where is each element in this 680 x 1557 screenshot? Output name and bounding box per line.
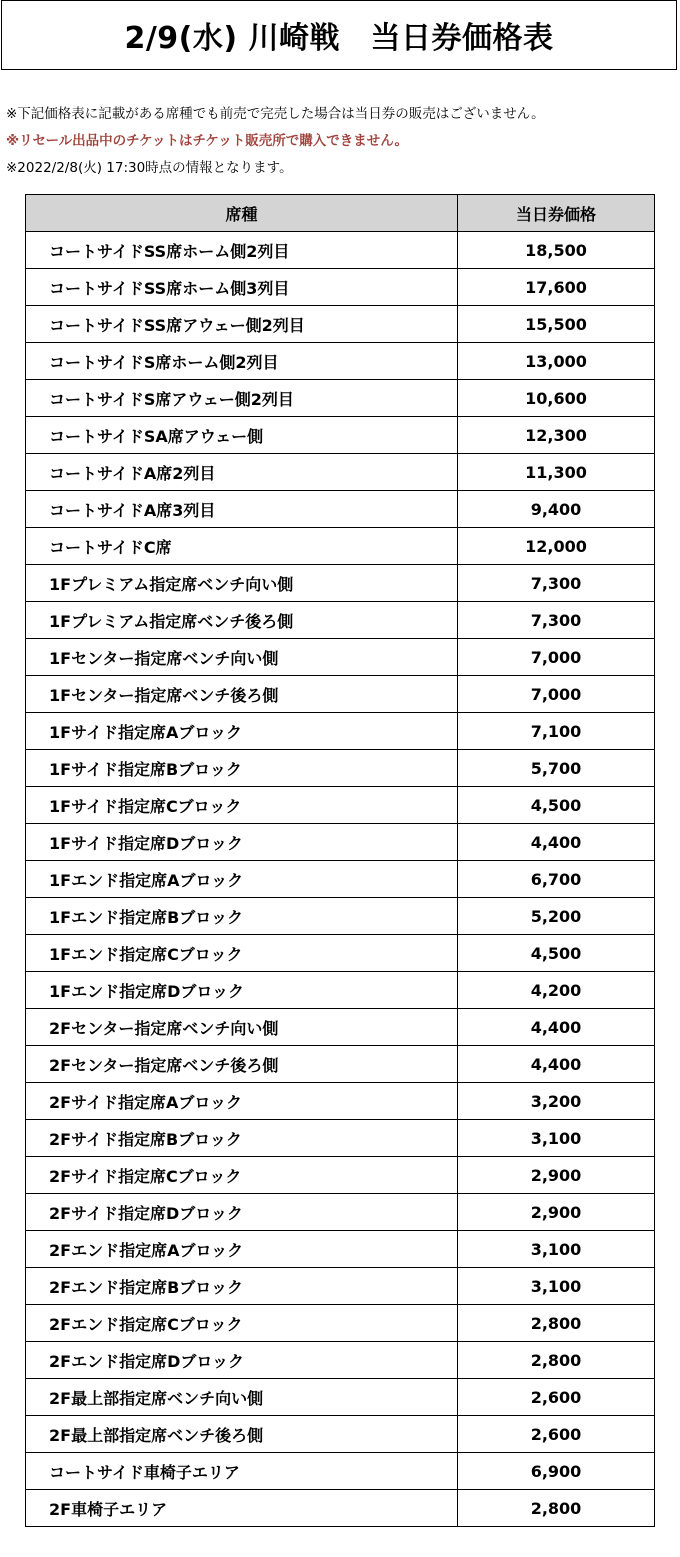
table-row xyxy=(26,306,655,343)
price-cell: 7,300 xyxy=(458,565,655,602)
price-cell: 3,200 xyxy=(458,1083,655,1120)
seat-type-cell: コートサイドC席 xyxy=(26,528,458,565)
table-row xyxy=(26,713,655,750)
table-row xyxy=(26,232,655,269)
price-cell: 4,500 xyxy=(458,935,655,972)
price-cell: 2,600 xyxy=(458,1379,655,1416)
price-cell: 2,800 xyxy=(458,1342,655,1379)
seat-type-cell: 2Fセンター指定席ベンチ向い側 xyxy=(26,1009,458,1046)
price-cell: 17,600 xyxy=(458,269,655,306)
seat-type-cell: 1Fサイド指定席Aブロック xyxy=(26,713,458,750)
price-cell: 5,200 xyxy=(458,898,655,935)
table-row xyxy=(26,1342,655,1379)
price-cell: 18,500 xyxy=(458,232,655,269)
seat-type-cell: 2Fエンド指定席Cブロック xyxy=(26,1305,458,1342)
seat-type-cell: 2Fエンド指定席Aブロック xyxy=(26,1231,458,1268)
table-row xyxy=(26,1416,655,1453)
seat-type-cell: 1Fエンド指定席Cブロック xyxy=(26,935,458,972)
table-row xyxy=(26,1379,655,1416)
price-cell: 5,700 xyxy=(458,750,655,787)
seat-type-cell: 2Fサイド指定席Cブロック xyxy=(26,1157,458,1194)
table-row xyxy=(26,1490,655,1527)
table-row xyxy=(26,1157,655,1194)
table-row xyxy=(26,861,655,898)
header-seat-type: 席種 xyxy=(26,195,458,232)
seat-type-cell: 2Fエンド指定席Dブロック xyxy=(26,1342,458,1379)
seat-type-cell: 2Fセンター指定席ベンチ後ろ側 xyxy=(26,1046,458,1083)
price-cell: 12,300 xyxy=(458,417,655,454)
page-title: 2/9(水) 川崎戦 当日券価格表 xyxy=(1,0,677,70)
price-cell: 4,200 xyxy=(458,972,655,1009)
table-row xyxy=(26,491,655,528)
seat-type-cell: コートサイドSA席アウェー側 xyxy=(26,417,458,454)
note-info-timestamp: ※2022/2/8(火) 17:30時点の情報となります。 xyxy=(6,160,293,176)
table-row xyxy=(26,824,655,861)
table-row xyxy=(26,417,655,454)
table-row xyxy=(26,565,655,602)
price-cell: 10,600 xyxy=(458,380,655,417)
note-sold-out: ※下記価格表に記載がある席種でも前売で完売した場合は当日券の販売はございません。 xyxy=(6,106,545,122)
price-cell: 9,400 xyxy=(458,491,655,528)
table-row xyxy=(26,750,655,787)
price-cell: 11,300 xyxy=(458,454,655,491)
seat-type-cell: 2F最上部指定席ベンチ向い側 xyxy=(26,1379,458,1416)
seat-type-cell: コートサイドSS席アウェー側2列目 xyxy=(26,306,458,343)
table-row xyxy=(26,898,655,935)
seat-type-cell: 1Fプレミアム指定席ベンチ後ろ側 xyxy=(26,602,458,639)
table-row xyxy=(26,639,655,676)
table-row xyxy=(26,1120,655,1157)
price-cell: 15,500 xyxy=(458,306,655,343)
seat-type-cell: コートサイドSS席ホーム側3列目 xyxy=(26,269,458,306)
table-row xyxy=(26,269,655,306)
table-row xyxy=(26,454,655,491)
seat-type-cell: 1Fサイド指定席Dブロック xyxy=(26,824,458,861)
table-row xyxy=(26,1453,655,1490)
seat-type-cell: 1Fエンド指定席Aブロック xyxy=(26,861,458,898)
price-cell: 7,100 xyxy=(458,713,655,750)
price-cell: 4,400 xyxy=(458,824,655,861)
price-cell: 13,000 xyxy=(458,343,655,380)
seat-type-cell: コートサイド車椅子エリア xyxy=(26,1453,458,1490)
note-resale-warning: ※リセール出品中のチケットはチケット販売所で購入できません。 xyxy=(6,133,409,149)
price-cell: 2,900 xyxy=(458,1157,655,1194)
price-cell: 6,700 xyxy=(458,861,655,898)
seat-type-cell: 1Fエンド指定席Dブロック xyxy=(26,972,458,1009)
seat-type-cell: 1Fサイド指定席Bブロック xyxy=(26,750,458,787)
price-cell: 7,000 xyxy=(458,639,655,676)
price-cell: 4,400 xyxy=(458,1009,655,1046)
table-header-row xyxy=(26,195,655,232)
seat-type-cell: 2Fサイド指定席Dブロック xyxy=(26,1194,458,1231)
table-row xyxy=(26,676,655,713)
seat-type-cell: コートサイドS席ホーム側2列目 xyxy=(26,343,458,380)
seat-type-cell: 2F車椅子エリア xyxy=(26,1490,458,1527)
price-cell: 3,100 xyxy=(458,1120,655,1157)
price-cell: 12,000 xyxy=(458,528,655,565)
seat-type-cell: コートサイドS席アウェー側2列目 xyxy=(26,380,458,417)
seat-type-cell: 1Fサイド指定席Cブロック xyxy=(26,787,458,824)
price-cell: 4,500 xyxy=(458,787,655,824)
seat-type-cell: 1Fプレミアム指定席ベンチ向い側 xyxy=(26,565,458,602)
table-row xyxy=(26,935,655,972)
price-cell: 2,800 xyxy=(458,1490,655,1527)
table-row xyxy=(26,1046,655,1083)
table-row xyxy=(26,602,655,639)
price-cell: 4,400 xyxy=(458,1046,655,1083)
price-cell: 6,900 xyxy=(458,1453,655,1490)
table-row xyxy=(26,1268,655,1305)
price-cell: 7,300 xyxy=(458,602,655,639)
price-cell: 2,800 xyxy=(458,1305,655,1342)
price-table xyxy=(25,194,655,1527)
seat-type-cell: 2Fサイド指定席Bブロック xyxy=(26,1120,458,1157)
price-cell: 2,600 xyxy=(458,1416,655,1453)
seat-type-cell: 2F最上部指定席ベンチ後ろ側 xyxy=(26,1416,458,1453)
notes-section xyxy=(6,101,676,182)
table-row xyxy=(26,1305,655,1342)
seat-type-cell: コートサイドA席2列目 xyxy=(26,454,458,491)
table-row xyxy=(26,380,655,417)
table-row xyxy=(26,972,655,1009)
seat-type-cell: コートサイドSS席ホーム側2列目 xyxy=(26,232,458,269)
seat-type-cell: 2Fサイド指定席Aブロック xyxy=(26,1083,458,1120)
table-row xyxy=(26,1194,655,1231)
table-row xyxy=(26,787,655,824)
price-cell: 2,900 xyxy=(458,1194,655,1231)
table-row xyxy=(26,1009,655,1046)
seat-type-cell: コートサイドA席3列目 xyxy=(26,491,458,528)
seat-type-cell: 1Fセンター指定席ベンチ後ろ側 xyxy=(26,676,458,713)
table-row xyxy=(26,1083,655,1120)
table-row xyxy=(26,1231,655,1268)
header-price: 当日券価格 xyxy=(458,195,655,232)
table-row xyxy=(26,343,655,380)
seat-type-cell: 1Fセンター指定席ベンチ向い側 xyxy=(26,639,458,676)
seat-type-cell: 1Fエンド指定席Bブロック xyxy=(26,898,458,935)
table-row xyxy=(26,528,655,565)
seat-type-cell: 2Fエンド指定席Bブロック xyxy=(26,1268,458,1305)
price-cell: 7,000 xyxy=(458,676,655,713)
price-cell: 3,100 xyxy=(458,1268,655,1305)
price-cell: 3,100 xyxy=(458,1231,655,1268)
